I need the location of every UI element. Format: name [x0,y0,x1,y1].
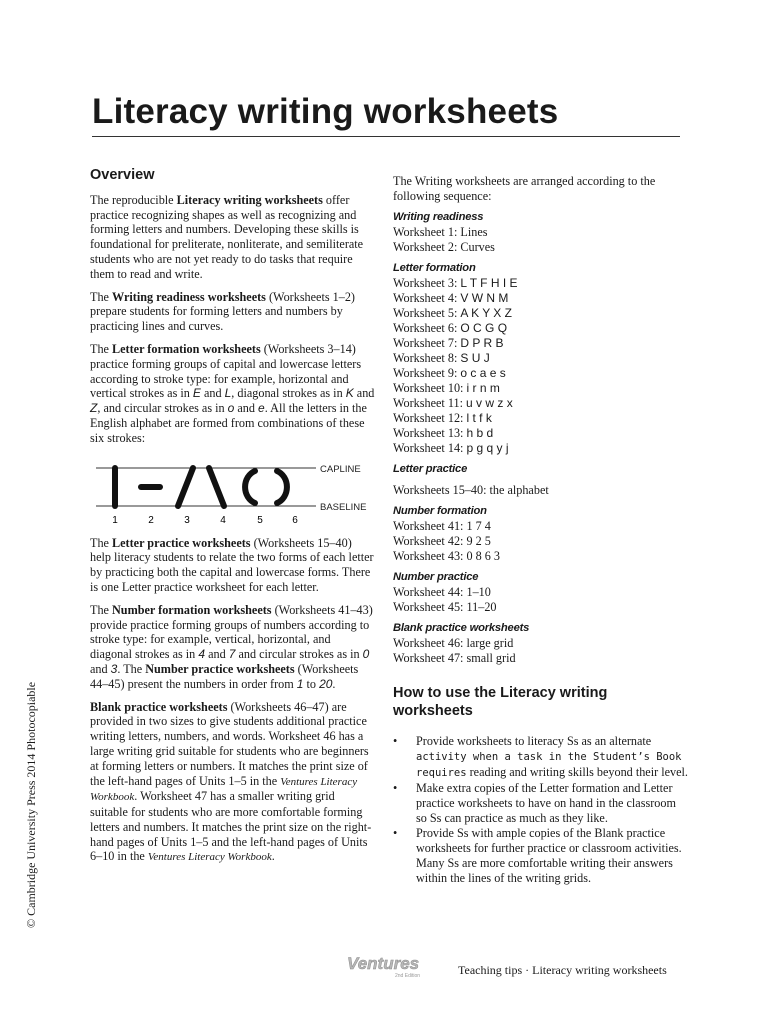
worksheet-entry: Worksheet 43: 0 8 6 3 [393,549,500,563]
copyright-notice: © Cambridge University Press 2014 Photocopiable [24,681,38,928]
overview-heading: Overview [90,167,155,183]
howto-list [393,734,688,886]
worksheet-entry: Worksheet 4: V W N M [393,291,509,305]
sequence-group-heading: Letter formation [393,262,476,274]
page-title: Literacy writing worksheets [92,92,559,131]
sequence-group-heading: Number formation [393,505,487,517]
stroke-number-4: 4 [220,514,226,526]
sequence-group-heading: Number practice [393,571,479,583]
worksheet-entry: Worksheets 15–40: the alphabet [393,483,549,497]
list-item: • Make extra copies of the Letter formation and Letter practice worksheets to have on hand in the classroom so Ss can practice as much as they like. [393,781,676,825]
worksheet-entry: Worksheet 42: 9 2 5 [393,534,491,548]
overview-paragraph-number-formation: The Number formation worksheets (Worksheets 41–43) provide practice forming groups of numbers according to stroke type: for example, vertical, horizontal, and diagonal strokes as in 4 and 7 and circular strokes as in 0 and 3. The Number practice worksheets (Worksheets 44–45) present the numbers in order from 1 to 20. [90,602,373,691]
overview-paragraph-writing-readiness: The Writing readiness worksheets (Worksheets 1–2) prepare students for forming letters and numbers by practicing lines and curves. [90,289,355,334]
six-strokes-diagram [90,456,372,528]
overview-paragraph-blank-practice: Blank practice worksheets (Worksheets 46–47) are provided in two sizes to give students additional practice writing letters, numbers, and words. Worksheet 46 has a large writing grid suitable for students who are beginners at forming letters or numbers. It matches the print size of the left-hand pages of Units 1–5 in the Ventures Literacy Workbook. Worksheet 47 has a smaller writing grid suitable for students who are more comfortable forming letters and numbers. It matches the print size on the right-hand pages of Units 1–5 and the left-hand pages of Units 6–10 in the Ventures Literacy Workbook. [90,699,372,864]
svg-text:Ventures: Ventures [347,954,420,973]
worksheet-entry: Worksheet 9: o c a e s [393,366,506,380]
worksheet-entry: Worksheet 5: A K Y X Z [393,306,512,320]
stroke-number-1: 1 [112,514,118,526]
svg-text:2nd Edition: 2nd Edition [395,973,421,979]
capline-label: CAPLINE [320,463,361,475]
worksheet-entry: Worksheet 7: D P R B [393,336,504,350]
sequence-column [393,174,688,886]
sequence-group-heading: Letter practice [393,463,468,475]
baseline-label: BASELINE [320,501,367,513]
stroke-number-2: 2 [148,514,154,526]
worksheet-entry: Worksheet 12: l t f k [393,411,492,425]
worksheet-entry: Worksheet 47: small grid [393,651,516,665]
sequence-group-heading: Writing readiness [393,211,484,223]
list-item: • Provide Ss with ample copies of the Blank practice worksheets for further practice or classroom activities. Many Ss are more comfortable writing their answers within the lines of the writing grids. [393,826,682,885]
worksheet-entry: Worksheet 41: 1 7 4 [393,519,491,533]
bullet-icon: • [393,781,398,795]
howto-heading: How to use the Literacy writing worksheets [393,685,608,719]
stroke-curve-left [245,471,255,503]
worksheet-entry: Worksheet 10: i r n m [393,381,500,395]
worksheet-entry: Worksheet 11: u v w z x [393,396,513,410]
sequence-intro: The Writing worksheets are arranged according to the following sequence: [393,174,656,203]
worksheet-entry: Worksheet 13: h b d [393,426,494,440]
worksheet-entry: Worksheet 1: Lines [393,225,488,239]
worksheet-entry: Worksheet 44: 1–10 [393,585,491,599]
stroke-diagonal-left [178,468,193,506]
stroke-curve-right [277,471,287,503]
bullet-icon: • [393,734,398,748]
list-item: • Provide worksheets to literacy Ss as an alternate activity when a task in the Student’s Book requires reading and writing skills beyond their level. [393,734,688,779]
worksheet-entry: Worksheet 46: large grid [393,636,514,650]
stroke-diagonal-right [209,468,224,506]
worksheet-entry: Worksheet 14: p g q y j [393,441,509,455]
worksheet-entry: Worksheet 8: S U J [393,351,490,365]
overview-paragraph-letter-practice: The Letter practice worksheets (Worksheets 15–40) help literacy students to relate the two forms of each letter by practicing both the capital and lowercase forms. There is one Letter practice worksheet for each letter. [90,535,374,594]
worksheet-entry: Worksheet 2: Curves [393,240,495,254]
stroke-number-3: 3 [184,514,190,526]
footer-caption: Teaching tips · Literacy writing worksheets [458,963,667,977]
bullet-icon: • [393,826,398,840]
worksheet-entry: Worksheet 3: L T F H I E [393,276,518,290]
overview-paragraph-intro: The reproducible Literacy writing worksheets offer practice recognizing shapes as well as recognizing and forming letters and numbers. Developing these skills is foundational for preliterate, nonliterate, and semiliterate students who are not yet ready to do tasks that require them to read and write. [90,192,364,281]
overview-column [90,168,375,873]
ventures-logo [345,952,427,980]
worksheet-entry: Worksheet 6: O C G Q [393,321,508,335]
title-divider [92,136,680,137]
stroke-number-5: 5 [257,514,263,526]
worksheet-entry: Worksheet 45: 11–20 [393,600,497,614]
overview-paragraph-letter-formation: The Letter formation worksheets (Worksheets 3–14) practice forming groups of capital and lowercase letters according to stroke type: for example, horizontal and vertical strokes as in E and L, diagonal strokes as in K and Z, and circular strokes as in o and e. All the letters in the English alphabet are formed from combinations of these six strokes: [90,341,375,445]
sequence-group-heading: Blank practice worksheets [393,622,530,634]
stroke-number-6: 6 [292,514,298,526]
sequence-list [393,210,688,666]
